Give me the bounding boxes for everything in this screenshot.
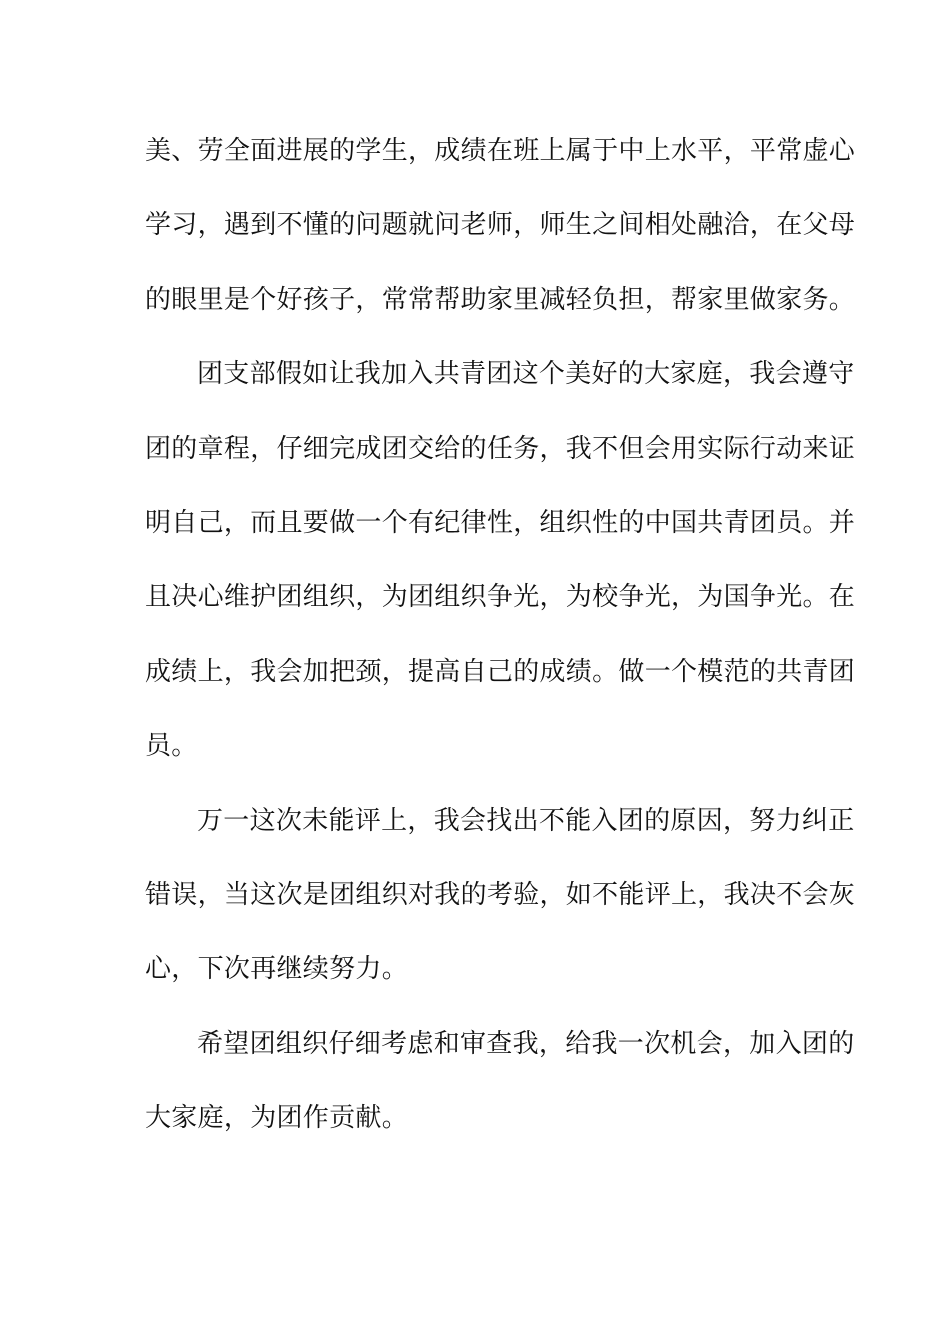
document-body [145,114,856,1155]
text-line: 美、劳全面进展的学生，成绩在班上属于中上水平，平常虚心 [145,136,856,166]
text-line: 的眼里是个好孩子，常常帮助家里减轻负担，帮家里做家务。 [145,284,856,315]
text-line: 成绩上，我会加把颈，提高自己的成绩。做一个模范的共青团 [145,656,856,687]
text-line: 且决心维护团组织，为团组织争光，为校争光，为国争光。在 [145,582,856,613]
text-line: 明自己，而且要做一个有纪律性，组织性的中国共青团员。并 [145,507,856,538]
text-line: 员。 [145,731,198,762]
text-line: 团的章程，仔细完成团交给的任务，我不但会用实际行动来证 [145,433,856,464]
paragraph-start-line: 希望团组织仔细考虑和审查我，给我一次机会，加入团的 [197,1028,855,1059]
text-line: 学习，遇到不懂的问题就问老师，师生之间相处融洽，在父母 [145,210,856,241]
text-line: 心，下次再继续努力。 [145,954,409,985]
paragraph-start-line: 团支部假如让我加入共青团这个美好的大家庭，我会遵守 [197,359,855,390]
text-line: 大家庭，为团作贡献。 [145,1103,409,1134]
text-line: 错误，当这次是团组织对我的考验，如不能评上，我决不会灰 [145,879,856,910]
paragraph-start-line: 万一这次未能评上，我会找出不能入团的原因，努力纠正 [197,805,855,836]
